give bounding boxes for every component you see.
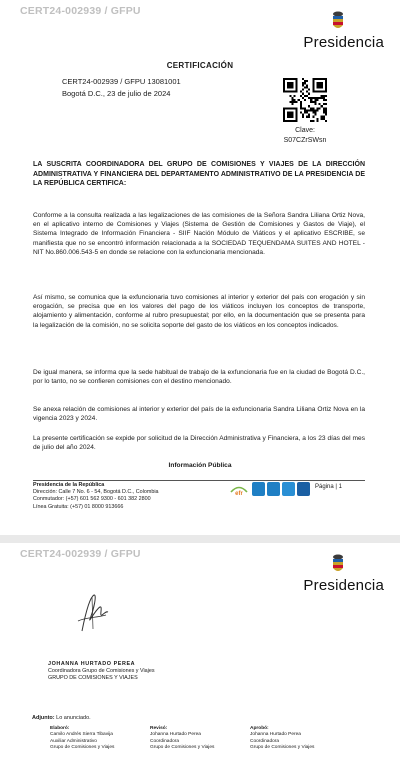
paragraph-5: La presente certificación se expide por solicitud de la Dirección Administrativa y Financiera, a los 23 días del mes de julio del año 2024. xyxy=(33,435,365,452)
certifying-heading: LA SUSCRITA COORDINADORA DEL GRUPO DE COMISIONES Y VIAJES DE LA DIRECCIÓN ADMINISTRATIVA Y FINANCIERA DEL DEPARTAMENTO ADMINISTRATIVO DE LA PRESIDENCIA DE LA REPÚBLICA CERTIFICA: xyxy=(33,161,365,188)
role-group: Grupo de Comisiones y Viajes xyxy=(50,744,115,750)
colombia-crest-icon xyxy=(330,10,346,32)
footer-address: Dirección: Calle 7 No. 6 - 54, Bogotá D.C., Colombia xyxy=(33,489,159,496)
role-group: Grupo de Comisiones y Viajes xyxy=(150,744,215,750)
presidencia-logo xyxy=(288,553,388,593)
footer-entity: Presidencia de la República xyxy=(33,482,105,488)
clave-value: S07CZrSWsn xyxy=(283,137,327,144)
efr-logo xyxy=(230,482,248,496)
presidencia-wordmark: Presidencia xyxy=(303,34,384,51)
colombia-crest-icon xyxy=(330,553,346,575)
attachment-note xyxy=(32,715,91,721)
efr-text: efr xyxy=(235,491,243,496)
role-name: Camilo Andrés Sierra Tibavija xyxy=(50,732,113,738)
signer-block xyxy=(48,661,155,683)
role-aprobo xyxy=(250,726,314,751)
paragraph-1: Conforme a la consulta realizada a las legalizaciones de las comisiones de la Señora Sandra Liliana Ortiz Nova, en el aplicativo interno de Comisiones y Viajes (Sistema de Gestión de Comisiones y Gastos de Viaje), el Sistema Integrado de Información Financiera - SIIF Nación Módulo de Viáticos y el aplicativo ESCRIBE, se manifiesta que no se encontró información relacionada a la SOCIEDAD TEQUENDAMA SUITES AND HOTEL - NIT No.860.006.543-5 en donde se relacione con la exfuncionaria mencionada. xyxy=(33,212,365,256)
document-page-2 xyxy=(0,543,400,768)
role-position: Coordinadora xyxy=(150,738,180,744)
footer-contact xyxy=(33,482,159,511)
adjunto-label: Adjunto: xyxy=(32,715,55,721)
role-title: Elaboró: xyxy=(50,726,70,731)
certification-seal-icon xyxy=(252,482,265,496)
paragraph-2: Así mismo, se comunica que la exfuncionaria tuvo comisiones al interior y exterior del país con erogación y sin erogación, se precisa que en los valores del pago de los viáticos incluyen los conceptos de transporte, alojamiento y alimentación, conforme al rubro presupuestal; por ello, en la documentación que se presenta para la legalización de la comisión, no se solicita soporte del gasto de los viáticos en los conceptos indicados. xyxy=(33,294,365,329)
role-position: Auxiliar Administrativo xyxy=(50,738,97,744)
reference-watermark: CERT24-002939 / GFPU xyxy=(20,5,141,17)
role-position: Coordinadora xyxy=(250,738,280,744)
role-elaboro xyxy=(50,726,114,751)
paragraph-3: De igual manera, se informa que la sede habitual de trabajo de la exfuncionaria fue en la ciudad de Bogotá D.C., por lo tanto, no se confieren comisiones con el destino mencionado. xyxy=(33,369,365,386)
qr-code xyxy=(283,78,327,122)
footer-phone: Conmutador: (+57) 601 562 9300 - 601 382 2800 xyxy=(33,496,151,503)
place-date: Bogotá D.C., 23 de julio de 2024 xyxy=(62,89,171,98)
role-name: Johanna Hurtado Perea xyxy=(150,732,201,738)
page-separator xyxy=(0,535,400,543)
verification-key xyxy=(270,126,340,146)
paragraph-4: Se anexa relación de comisiones al interior y exterior del país de la exfuncionaria Sandra Liliana Ortiz Nova en la vigencia 2023 y 2024. xyxy=(33,406,365,423)
certification-seal-icon xyxy=(282,482,295,496)
footer-divider xyxy=(33,480,365,481)
reference-watermark: CERT24-002939 / GFPU xyxy=(20,548,141,560)
signer-group: GRUPO DE COMISIONES Y VIAJES xyxy=(48,675,138,682)
signature xyxy=(72,591,112,633)
info-classification: Información Pública xyxy=(168,462,232,469)
presidencia-wordmark: Presidencia xyxy=(303,577,384,594)
signer-name: JOHANNA HURTADO PEREA xyxy=(48,661,136,667)
adjunto-value: Lo anunciado. xyxy=(56,715,91,721)
role-reviso xyxy=(150,726,214,751)
footer-toll-free: Línea Gratuita: (+57) 01 8000 913666 xyxy=(33,503,124,510)
role-title: Aprobó: xyxy=(250,726,269,731)
presidencia-logo xyxy=(288,10,388,50)
signer-title: Coordinadora Grupo de Comisiones y Viajes xyxy=(48,668,155,675)
role-group: Grupo de Comisiones y Viajes xyxy=(250,744,315,750)
page-number: Página | 1 xyxy=(315,484,342,490)
reference-block xyxy=(62,76,181,100)
role-title: Revisó: xyxy=(150,726,168,731)
role-name: Johanna Hurtado Perea xyxy=(250,732,301,738)
reference-number: CERT24-002939 / GFPU 13081001 xyxy=(62,77,181,86)
document-title: CERTIFICACIÓN xyxy=(166,61,234,70)
clave-label: Clave: xyxy=(295,127,315,134)
certification-seal-icon xyxy=(297,482,310,496)
certification-seal-icon xyxy=(267,482,280,496)
